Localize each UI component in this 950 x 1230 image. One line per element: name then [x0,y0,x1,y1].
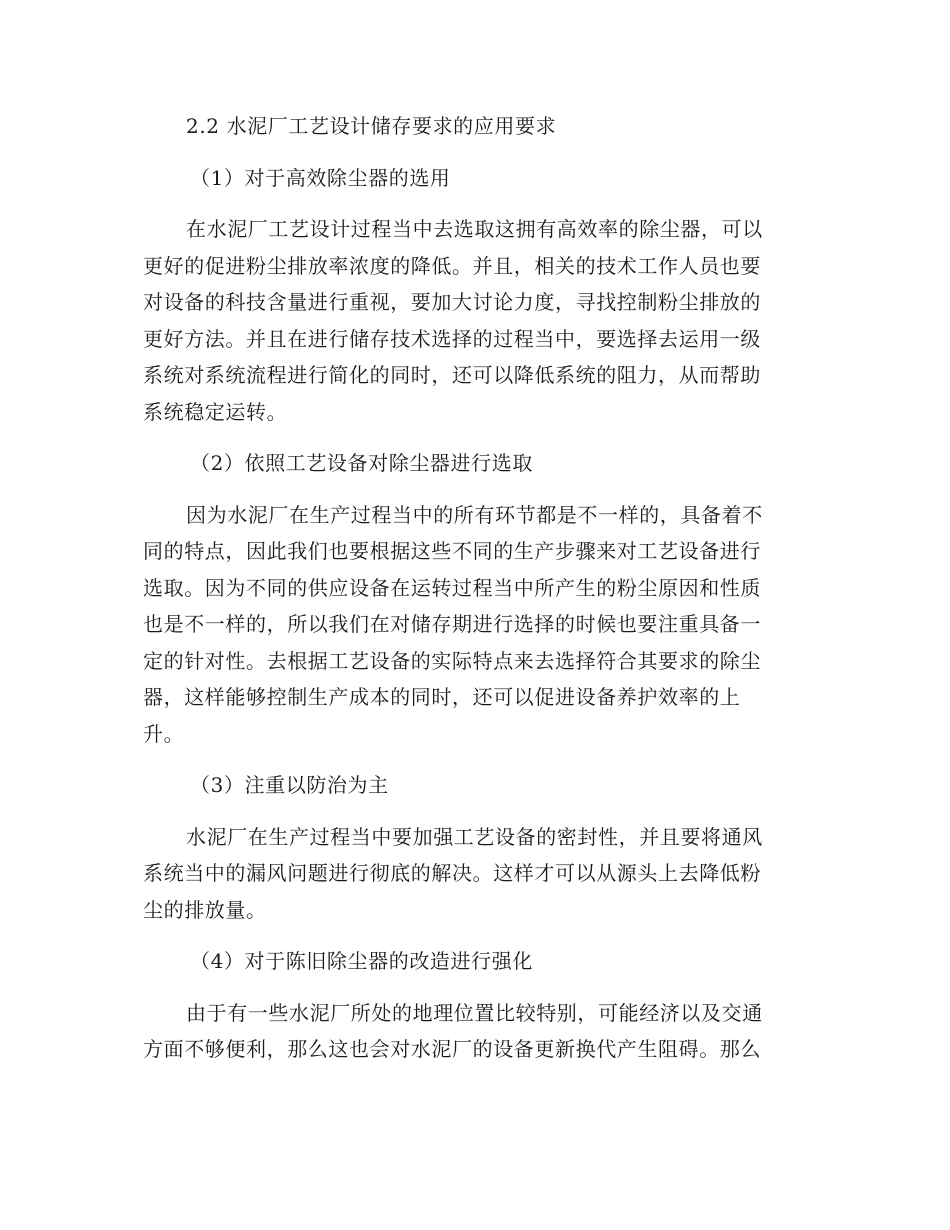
paragraph-line: 尘的排放量。 [143,897,267,922]
paragraph-line: 也是不一样的，所以我们在对储存期进行选择的时候也要注重具备一 [143,612,761,636]
paragraph-line: 更好方法。并且在进行储存技术选择的过程当中，要选择去运用一级 [143,326,761,351]
subheading-3: （3）注重以防治为主 [190,773,389,797]
section-title: 2.2 水泥厂工艺设计储存要求的应用要求 [186,114,557,138]
paragraph-line: 由于有一些水泥厂所处的地理位置比较特别，可能经济以及交通 [186,1000,763,1025]
subheading-1: （1）对于高效除尘器的选用 [190,165,451,190]
paragraph-line: 因为水泥厂在生产过程当中的所有环节都是不一样的，具备着不 [186,502,763,527]
paragraph-line: 系统当中的漏风问题进行彻底的解决。这样才可以从源头上去降低粉 [143,861,761,885]
paragraph-3 [143,819,795,929]
paragraph-line: 器，这样能够控制生产成本的同时，还可以促进设备养护效率的上 [143,685,741,709]
paragraph-line: 方面不够便利，那么这也会对水泥厂的设备更新换代产生阻碍。那么 [143,1037,761,1061]
paragraph-line: 同的特点，因此我们也要根据这些不同的生产步骤来对工艺设备进行 [143,539,761,563]
paragraph-line: 水泥厂在生产过程当中要加强工艺设备的密封性，并且要将通风 [186,824,763,849]
paragraph-line: 升。 [143,721,185,746]
paragraph-line: 在水泥厂工艺设计过程当中去选取这拥有高效率的除尘器，可以 [186,217,763,241]
paragraph-line: 系统稳定运转。 [143,399,288,424]
subheading-2: （2）依照工艺设备对除尘器进行选取 [190,451,533,475]
paragraph-line: 对设备的科技含量进行重视，要加大讨论力度，寻找控制粉尘排放的 [143,290,761,314]
paragraph-line: 定的针对性。去根据工艺设备的实际特点来去选择符合其要求的除尘 [143,648,761,673]
paragraph-line: 选取。因为不同的供应设备在运转过程当中所产生的粉尘原因和性质 [143,575,761,600]
subheading-4: （4）对于陈旧除尘器的改造进行强化 [190,949,533,973]
paragraph-2 [143,497,795,753]
paragraph-line: 系统对系统流程进行简化的同时，还可以降低系统的阻力，从而帮助 [143,363,761,387]
document-body [143,108,795,1083]
paragraph-line: 更好的促进粉尘排放率浓度的降低。并且，相关的技术工作人员也要 [143,253,761,278]
paragraph-4 [143,995,795,1068]
paragraph-1 [143,211,795,430]
